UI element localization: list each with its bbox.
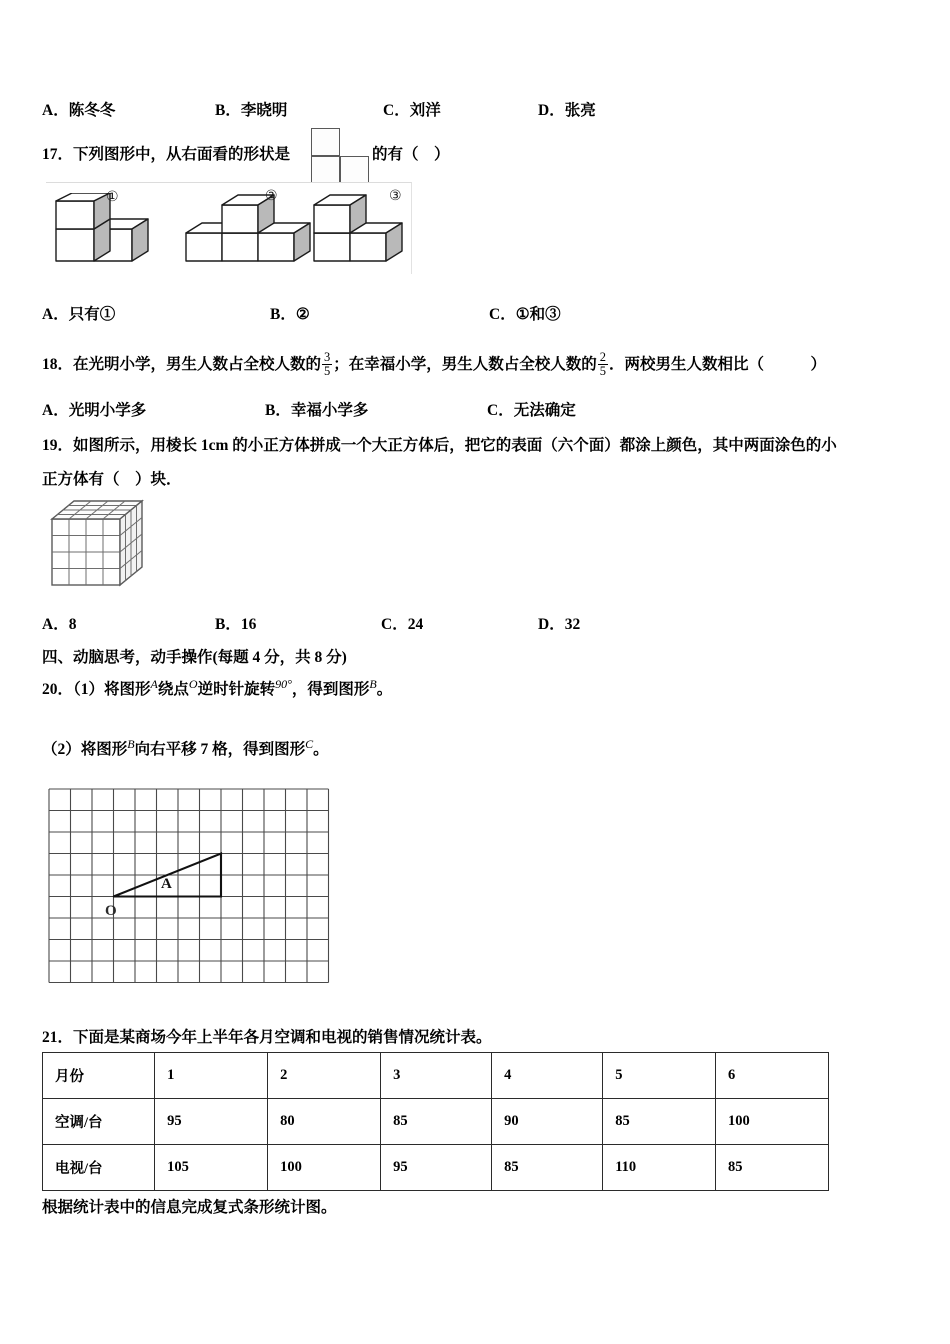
q20-point-o-label: O [188, 677, 198, 691]
table-header-month: 月份 [43, 1053, 155, 1099]
table-row-television [43, 1145, 829, 1191]
q17-option-b-label: B． [270, 306, 296, 323]
q16-option-a-label: A． [42, 102, 69, 119]
q16-option-a-text: 陈冬冬 [68, 102, 116, 119]
q17-figure-group [46, 182, 412, 274]
q16-option-c[interactable] [383, 98, 441, 120]
q17-option-c[interactable] [489, 302, 561, 324]
table-row-months [43, 1053, 829, 1099]
q20-part1-suffix: 。 [376, 681, 393, 699]
table-cell-tv-6: 85 [715, 1145, 828, 1191]
table-cell-tv-3: 95 [381, 1145, 492, 1191]
q19-option-a-text: 8 [68, 616, 77, 633]
q18-option-c-label: C． [487, 402, 514, 419]
q16-option-d-text: 张亮 [564, 102, 596, 119]
q19-option-a-label: A． [42, 616, 69, 633]
right-view-shape-icon [311, 128, 369, 184]
q19-option-b-label: B． [215, 616, 241, 633]
q18-fraction-1-denominator: 5 [324, 364, 331, 379]
q20-figure-c-label: C [305, 737, 314, 751]
q19-option-b[interactable] [215, 612, 256, 634]
q16-option-c-label: C． [383, 102, 410, 119]
q18-fraction-1-numerator: 3 [324, 350, 331, 364]
table-cell-tv-4: 85 [492, 1145, 603, 1191]
cube-4x4x4-figure [48, 497, 160, 589]
q16-option-b[interactable] [215, 98, 287, 120]
q17-number: 17． [42, 146, 74, 163]
q19-option-c-text: 24 [407, 616, 424, 633]
q20-triangle-label-a: A [161, 876, 172, 892]
q19-option-c[interactable] [381, 612, 423, 634]
q20-part2-suffix: 。 [313, 741, 329, 759]
table-row-air-conditioner [43, 1099, 829, 1145]
q16-option-d[interactable] [538, 98, 596, 120]
q17-stem [42, 145, 290, 166]
q19-option-d[interactable] [538, 612, 580, 634]
q20-number: 20． [42, 681, 74, 699]
q17-option-b-text: ② [295, 306, 310, 323]
q20-part2-figure-b-label: B [127, 737, 135, 751]
q17-figure-2 [182, 193, 312, 271]
q18-option-a-label: A． [42, 402, 69, 419]
q16-option-b-label: B． [215, 102, 241, 119]
q17-figure-2-label: ② [265, 188, 278, 204]
q19-stem-line1 [42, 436, 837, 457]
table-cell-ac-4: 90 [492, 1099, 603, 1145]
q19-option-d-label: D． [538, 616, 565, 633]
table-cell-tv-2: 100 [268, 1145, 381, 1191]
q20-part2-prefix: （2）将图形 [42, 741, 128, 759]
q20-part1-mid3: ，得到图形 [291, 681, 370, 699]
table-cell-month-1: 1 [155, 1053, 268, 1099]
q18-text-part2: ；在幸福小学，男生人数占全校人数的 [333, 356, 597, 374]
section-4-title: 四、动脑思考，动手操作(每题 4 分，共 8 分) [42, 649, 347, 666]
q17-option-a-label: A． [42, 306, 69, 323]
table-cell-month-3: 3 [381, 1053, 492, 1099]
table-cell-tv-1: 105 [155, 1145, 268, 1191]
q17-option-c-text: ①和③ [515, 306, 561, 323]
q20-part2 [42, 736, 329, 761]
q21-number: 21． [42, 1029, 74, 1046]
table-cell-ac-3: 85 [381, 1099, 492, 1145]
q20-origin-label-o: O [105, 903, 117, 919]
q17-figure-3 [308, 193, 428, 271]
tromino-square-top [311, 128, 340, 156]
sales-statistics-table [42, 1052, 829, 1191]
q17-figure-1-label: ① [106, 189, 119, 205]
q20-figure-a-label: A [150, 677, 158, 691]
q18-text-part1: 在光明小学，男生人数占全校人数的 [73, 356, 322, 374]
q20-part1-prefix: （1）将图形 [73, 681, 151, 699]
q21-footer: 根据统计表中的信息完成复式条形统计图。 [42, 1199, 337, 1216]
q17-option-a[interactable] [42, 302, 115, 324]
q17-option-a-text: 只有① [68, 306, 116, 323]
q16-option-d-label: D． [538, 102, 565, 119]
q20-figure-b-label: B [369, 677, 377, 691]
table-cell-ac-1: 95 [155, 1099, 268, 1145]
q18-option-a[interactable] [42, 398, 146, 420]
q18-option-c[interactable] [487, 398, 576, 420]
q20-origin-point [113, 896, 115, 898]
q19-line1: 如图所示，用棱长 1cm 的小正方体拼成一个大正方体后，把它的表面（六个面）都涂上颜色，其中两面涂色的小 [73, 437, 837, 454]
q20-grid-figure[interactable] [48, 788, 333, 988]
q18-option-b-text: 幸福小学多 [290, 402, 369, 419]
q19-option-a[interactable] [42, 612, 76, 634]
q19-stem-line2: 正方体有（ ）块． [42, 471, 182, 488]
q19-option-b-text: 16 [240, 616, 257, 633]
table-header-air-conditioner: 空调/台 [43, 1099, 155, 1145]
tromino-square-bottom-right [340, 156, 369, 184]
q18-fraction-2-denominator: 5 [599, 364, 607, 379]
q17-stem-after: 的有（ ） [372, 146, 450, 163]
table-header-television: 电视/台 [43, 1145, 155, 1191]
tromino-square-bottom-left [311, 156, 340, 184]
q19-option-c-label: C． [381, 616, 408, 633]
q17-option-c-label: C． [489, 306, 516, 323]
q20-part2-mid: 向右平移 7 格，得到图形 [134, 741, 306, 759]
q18-text-part3: ．两校男生人数相比（ ） [609, 356, 827, 374]
q20-part1-mid2: 逆时针旋转 [197, 681, 276, 699]
q19-option-d-text: 32 [564, 616, 581, 633]
q16-option-a[interactable] [42, 98, 115, 120]
q18-option-b[interactable] [265, 398, 368, 420]
q19-number: 19． [42, 437, 74, 454]
q20-part1-mid1: 绕点 [157, 681, 189, 699]
q17-figure-3-label: ③ [389, 188, 402, 204]
q18-stem [42, 352, 826, 379]
q17-stem-before: 下列图形中，从右面看的形状是 [73, 146, 291, 163]
q18-fraction-2 [598, 351, 608, 378]
q21-stem [42, 1028, 492, 1049]
q18-option-a-text: 光明小学多 [68, 402, 147, 419]
table-cell-month-4: 4 [492, 1053, 603, 1099]
q18-option-c-text: 无法确定 [513, 402, 576, 419]
table-cell-month-6: 6 [715, 1053, 828, 1099]
table-cell-month-5: 5 [603, 1053, 716, 1099]
table-cell-ac-5: 85 [603, 1099, 716, 1145]
q18-option-b-label: B． [265, 402, 291, 419]
q18-number: 18． [42, 356, 74, 374]
table-cell-ac-6: 100 [715, 1099, 828, 1145]
table-cell-month-2: 2 [268, 1053, 381, 1099]
q18-fraction-2-numerator: 2 [599, 350, 607, 364]
q20-part1 [42, 676, 392, 701]
q16-option-c-text: 刘洋 [409, 102, 441, 119]
table-cell-ac-2: 80 [268, 1099, 381, 1145]
q20-angle-label: 90° [275, 677, 292, 691]
table-cell-tv-5: 110 [603, 1145, 716, 1191]
q16-option-b-text: 李晓明 [240, 102, 288, 119]
q21-stem-text: 下面是某商场今年上半年各月空调和电视的销售情况统计表。 [73, 1029, 492, 1046]
q17-option-b[interactable] [270, 302, 310, 324]
q18-fraction-1 [322, 351, 332, 378]
